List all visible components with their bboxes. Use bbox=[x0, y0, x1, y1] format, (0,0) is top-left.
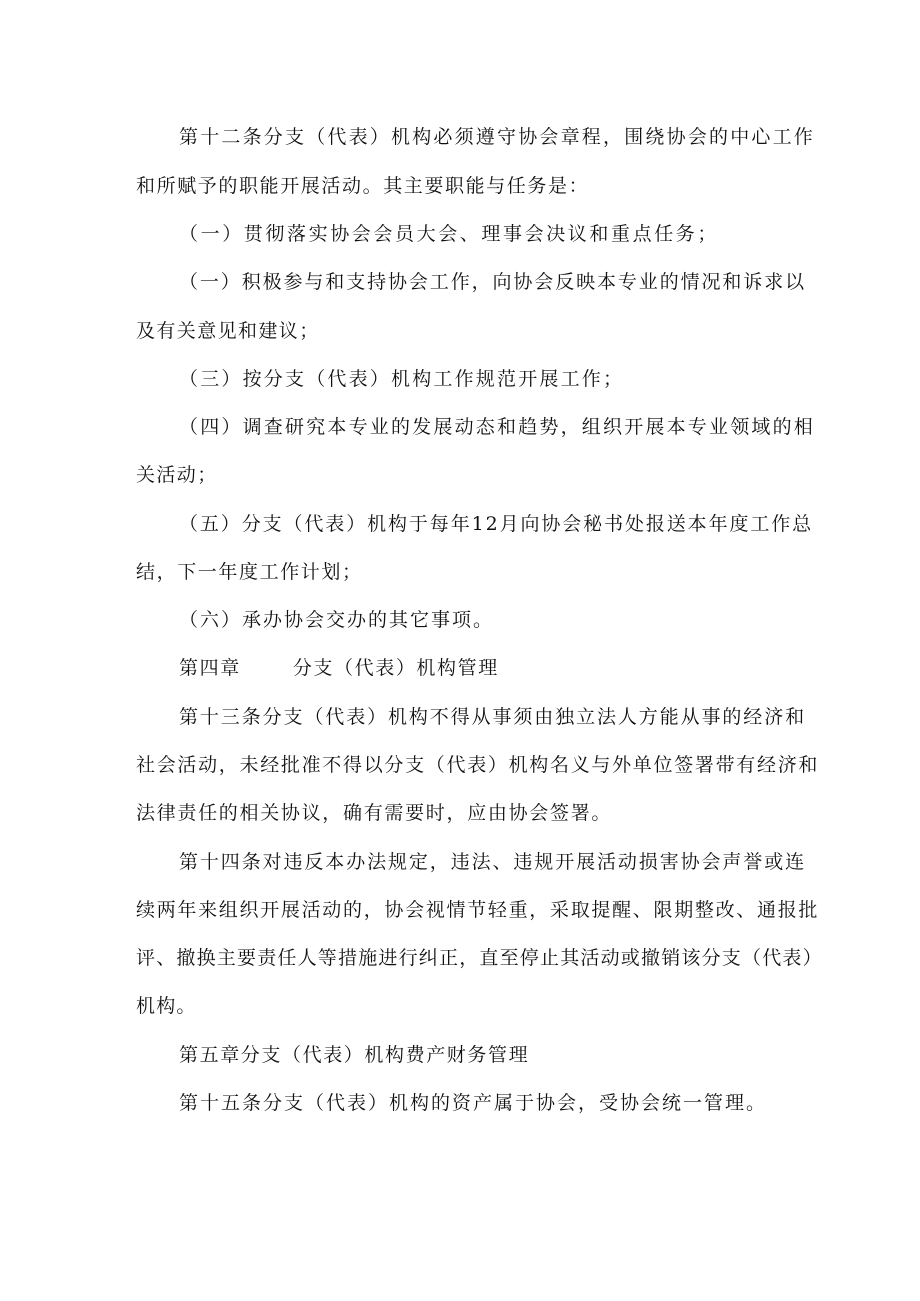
article-12-line-1: 第十二条分支（代表）机构必须遵守协会章程，围绕协会的中心工作 bbox=[179, 126, 816, 148]
duty-item-6: （六）承办协会交办的其它事项。 bbox=[179, 609, 495, 631]
article-14-line-3: 评、撤换主要责任人等措施进行纠正，直至停止其活动或撤销该分支（代表） bbox=[136, 947, 823, 969]
article-15: 第十五条分支（代表）机构的资产属于协会，受协会统一管理。 bbox=[179, 1092, 768, 1114]
article-14-line-2: 续两年来组织开展活动的，协会视情节轻重，采取提醒、限期整改、通报批 bbox=[136, 899, 820, 921]
duty-item-4-line-2: 关活动； bbox=[136, 464, 218, 486]
duty-item-3: （三）按分支（代表）机构工作规范开展工作； bbox=[179, 368, 625, 390]
duty-item-4-line-1: （四）调查研究本专业的发展动态和趋势，组织开展本专业领域的相 bbox=[179, 416, 816, 438]
duty-item-5-line-1: （五）分支（代表）机构于每年12月向协会秘书处报送本年度工作总 bbox=[179, 513, 814, 535]
duty-item-5-line-2: 结，下一年度工作计划； bbox=[136, 561, 363, 583]
article-13-line-3: 法律责任的相关协议，确有需要时，应由协会签署。 bbox=[136, 802, 613, 824]
duty-item-1: （一）贯彻落实协会会员大会、理事会决议和重点任务； bbox=[179, 223, 720, 245]
duty-item-2-line-2: 及有关意见和建议； bbox=[136, 320, 320, 342]
chapter-4-number: 第四章 bbox=[179, 657, 241, 679]
duty-item-2-line-1: （一）积极参与和支持协会工作，向协会反映本专业的情况和诉求以 bbox=[179, 271, 807, 293]
article-13-line-1: 第十三条分支（代表）机构不得从事须由独立法人方能从事的经济和 bbox=[179, 706, 807, 728]
article-14-line-4: 机构。 bbox=[136, 995, 197, 1017]
article-12-line-2: 和所赋予的职能开展活动。其主要职能与任务是： bbox=[136, 175, 590, 197]
article-14-line-1: 第十四条对违反本办法规定，违法、违规开展活动损害协会声誉或连 bbox=[179, 851, 807, 873]
chapter-4-title: 分支（代表）机构管理 bbox=[292, 657, 499, 679]
article-13-line-2: 社会活动，未经批准不得以分支（代表）机构名义与外单位签署带有经济和 bbox=[136, 754, 820, 776]
chapter-5-heading: 第五章分支（代表）机构费产财务管理 bbox=[179, 1044, 530, 1066]
chapter-4-heading bbox=[179, 656, 839, 680]
